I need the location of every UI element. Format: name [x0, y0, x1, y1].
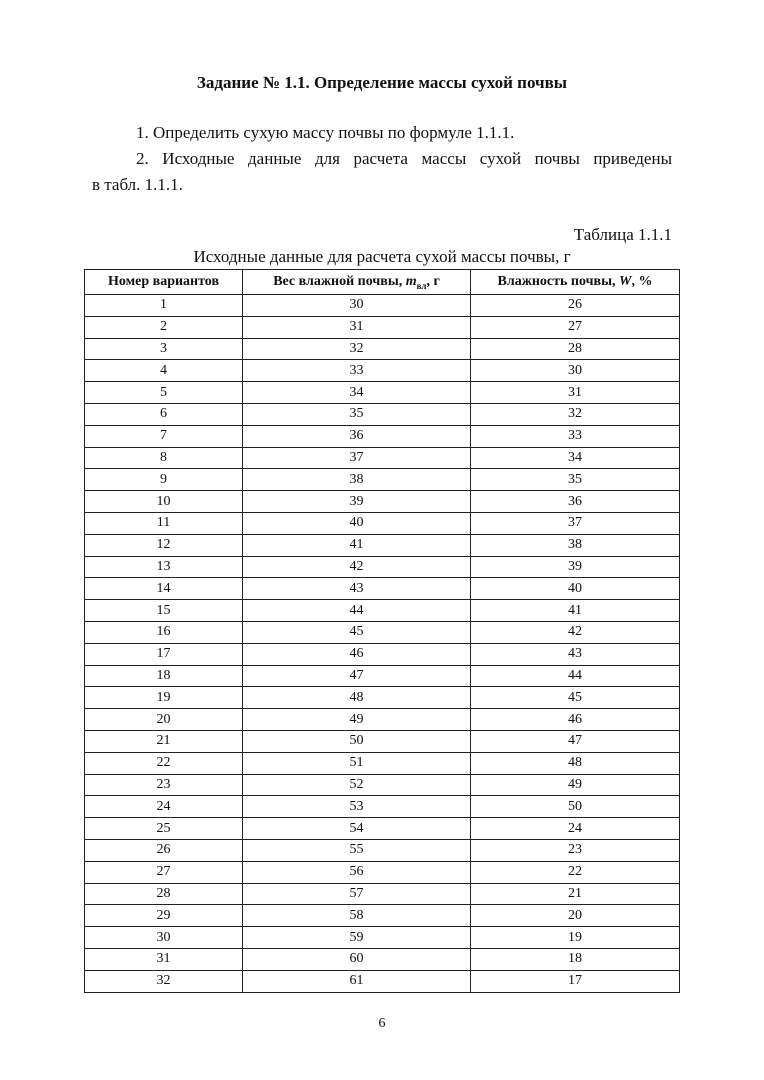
table-row [85, 970, 680, 992]
instruction-2: 2. Исходные данные для расчета массы сухой почвы приведены [136, 149, 672, 168]
table-row [85, 469, 680, 491]
table-row [85, 774, 680, 796]
cell-variant-number: 17 [85, 643, 243, 665]
cell-soil-moisture: 45 [471, 687, 680, 709]
table-header-row [85, 270, 680, 295]
cell-wet-soil-weight: 40 [243, 512, 471, 534]
cell-variant-number: 16 [85, 621, 243, 643]
table-row [85, 905, 680, 927]
table-row [85, 338, 680, 360]
cell-soil-moisture: 18 [471, 948, 680, 970]
cell-variant-number: 31 [85, 948, 243, 970]
cell-variant-number: 29 [85, 905, 243, 927]
cell-variant-number: 6 [85, 403, 243, 425]
cell-soil-moisture: 37 [471, 512, 680, 534]
cell-variant-number: 21 [85, 730, 243, 752]
table-row [85, 600, 680, 622]
table-row [85, 425, 680, 447]
header-soil-moisture-symbol: W [619, 274, 632, 289]
cell-soil-moisture: 22 [471, 861, 680, 883]
cell-variant-number: 32 [85, 970, 243, 992]
table-row [85, 839, 680, 861]
table-row [85, 556, 680, 578]
table-row [85, 883, 680, 905]
cell-soil-moisture: 17 [471, 970, 680, 992]
cell-wet-soil-weight: 51 [243, 752, 471, 774]
cell-variant-number: 14 [85, 578, 243, 600]
table-row [85, 818, 680, 840]
table-row [85, 861, 680, 883]
cell-variant-number: 9 [85, 469, 243, 491]
table-row [85, 447, 680, 469]
header-wet-soil-weight-label: Вес влажной почвы, [273, 273, 406, 289]
cell-soil-moisture: 39 [471, 556, 680, 578]
cell-wet-soil-weight: 55 [243, 839, 471, 861]
header-soil-moisture-label: Влажность почвы, [497, 274, 620, 289]
header-wet-soil-weight [243, 270, 471, 295]
cell-soil-moisture: 48 [471, 752, 680, 774]
cell-wet-soil-weight: 42 [243, 556, 471, 578]
cell-wet-soil-weight: 54 [243, 818, 471, 840]
cell-wet-soil-weight: 58 [243, 905, 471, 927]
cell-soil-moisture: 24 [471, 818, 680, 840]
cell-variant-number: 22 [85, 752, 243, 774]
cell-soil-moisture: 30 [471, 360, 680, 382]
cell-wet-soil-weight: 34 [243, 382, 471, 404]
table-row [85, 360, 680, 382]
header-soil-moisture [471, 270, 680, 295]
cell-soil-moisture: 50 [471, 796, 680, 818]
cell-wet-soil-weight: 33 [243, 360, 471, 382]
cell-wet-soil-weight: 31 [243, 316, 471, 338]
cell-variant-number: 24 [85, 796, 243, 818]
header-soil-moisture-unit: , % [631, 274, 653, 289]
table-row [85, 295, 680, 317]
table-row [85, 512, 680, 534]
cell-variant-number: 28 [85, 883, 243, 905]
cell-wet-soil-weight: 47 [243, 665, 471, 687]
instruction-2-continued: в табл. 1.1.1. [92, 175, 183, 194]
cell-soil-moisture: 20 [471, 905, 680, 927]
cell-soil-moisture: 26 [471, 295, 680, 317]
page-number: 6 [378, 1016, 386, 1031]
cell-wet-soil-weight: 37 [243, 447, 471, 469]
table-row [85, 316, 680, 338]
table-row [85, 403, 680, 425]
cell-variant-number: 10 [85, 491, 243, 513]
header-wet-soil-weight-subscript: вл [416, 280, 427, 291]
cell-variant-number: 11 [85, 512, 243, 534]
cell-wet-soil-weight: 38 [243, 469, 471, 491]
cell-wet-soil-weight: 46 [243, 643, 471, 665]
cell-soil-moisture: 42 [471, 621, 680, 643]
cell-soil-moisture: 41 [471, 600, 680, 622]
cell-soil-moisture: 31 [471, 382, 680, 404]
cell-wet-soil-weight: 52 [243, 774, 471, 796]
cell-variant-number: 7 [85, 425, 243, 447]
cell-variant-number: 20 [85, 709, 243, 731]
cell-soil-moisture: 34 [471, 447, 680, 469]
table-row [85, 491, 680, 513]
cell-variant-number: 1 [85, 295, 243, 317]
table-row [85, 796, 680, 818]
cell-wet-soil-weight: 41 [243, 534, 471, 556]
cell-wet-soil-weight: 49 [243, 709, 471, 731]
cell-wet-soil-weight: 44 [243, 600, 471, 622]
cell-wet-soil-weight: 45 [243, 621, 471, 643]
cell-soil-moisture: 33 [471, 425, 680, 447]
cell-soil-moisture: 32 [471, 403, 680, 425]
cell-wet-soil-weight: 59 [243, 927, 471, 949]
cell-soil-moisture: 23 [471, 839, 680, 861]
cell-variant-number: 27 [85, 861, 243, 883]
cell-wet-soil-weight: 60 [243, 948, 471, 970]
table-row [85, 665, 680, 687]
cell-soil-moisture: 36 [471, 491, 680, 513]
cell-wet-soil-weight: 53 [243, 796, 471, 818]
cell-soil-moisture: 19 [471, 927, 680, 949]
cell-soil-moisture: 28 [471, 338, 680, 360]
cell-wet-soil-weight: 57 [243, 883, 471, 905]
cell-variant-number: 19 [85, 687, 243, 709]
cell-soil-moisture: 27 [471, 316, 680, 338]
table-row [85, 534, 680, 556]
cell-wet-soil-weight: 39 [243, 491, 471, 513]
cell-wet-soil-weight: 50 [243, 730, 471, 752]
table-row [85, 709, 680, 731]
cell-variant-number: 30 [85, 927, 243, 949]
cell-soil-moisture: 40 [471, 578, 680, 600]
cell-soil-moisture: 47 [471, 730, 680, 752]
cell-wet-soil-weight: 32 [243, 338, 471, 360]
cell-variant-number: 2 [85, 316, 243, 338]
table-row [85, 382, 680, 404]
cell-soil-moisture: 38 [471, 534, 680, 556]
table-row [85, 948, 680, 970]
cell-wet-soil-weight: 48 [243, 687, 471, 709]
header-wet-soil-weight-unit: , г [426, 273, 440, 289]
cell-variant-number: 26 [85, 839, 243, 861]
instruction-1: 1. Определить сухую массу почвы по формуле 1.1.1. [136, 123, 515, 142]
header-wet-soil-weight-symbol: m [405, 273, 417, 289]
cell-variant-number: 18 [85, 665, 243, 687]
cell-wet-soil-weight: 36 [243, 425, 471, 447]
cell-soil-moisture: 46 [471, 709, 680, 731]
table-number: Таблица 1.1.1 [573, 225, 672, 244]
table-row [85, 730, 680, 752]
table-caption: Исходные данные для расчета сухой массы почвы, г [193, 247, 571, 266]
cell-variant-number: 23 [85, 774, 243, 796]
cell-wet-soil-weight: 43 [243, 578, 471, 600]
cell-soil-moisture: 35 [471, 469, 680, 491]
page-title: Задание № 1.1. Определение массы сухой почвы [196, 73, 568, 92]
cell-soil-moisture: 21 [471, 883, 680, 905]
cell-variant-number: 8 [85, 447, 243, 469]
table-row [85, 643, 680, 665]
cell-variant-number: 4 [85, 360, 243, 382]
cell-variant-number: 12 [85, 534, 243, 556]
data-table [84, 269, 680, 993]
cell-wet-soil-weight: 30 [243, 295, 471, 317]
cell-variant-number: 5 [85, 382, 243, 404]
table-row [85, 687, 680, 709]
cell-soil-moisture: 43 [471, 643, 680, 665]
cell-variant-number: 13 [85, 556, 243, 578]
cell-wet-soil-weight: 35 [243, 403, 471, 425]
table-row [85, 578, 680, 600]
table-row [85, 752, 680, 774]
cell-variant-number: 15 [85, 600, 243, 622]
cell-variant-number: 3 [85, 338, 243, 360]
cell-wet-soil-weight: 61 [243, 970, 471, 992]
cell-wet-soil-weight: 56 [243, 861, 471, 883]
cell-variant-number: 25 [85, 818, 243, 840]
cell-soil-moisture: 49 [471, 774, 680, 796]
table-row [85, 621, 680, 643]
cell-soil-moisture: 44 [471, 665, 680, 687]
header-variant-number: Номер вариантов [85, 270, 243, 295]
table-row [85, 927, 680, 949]
